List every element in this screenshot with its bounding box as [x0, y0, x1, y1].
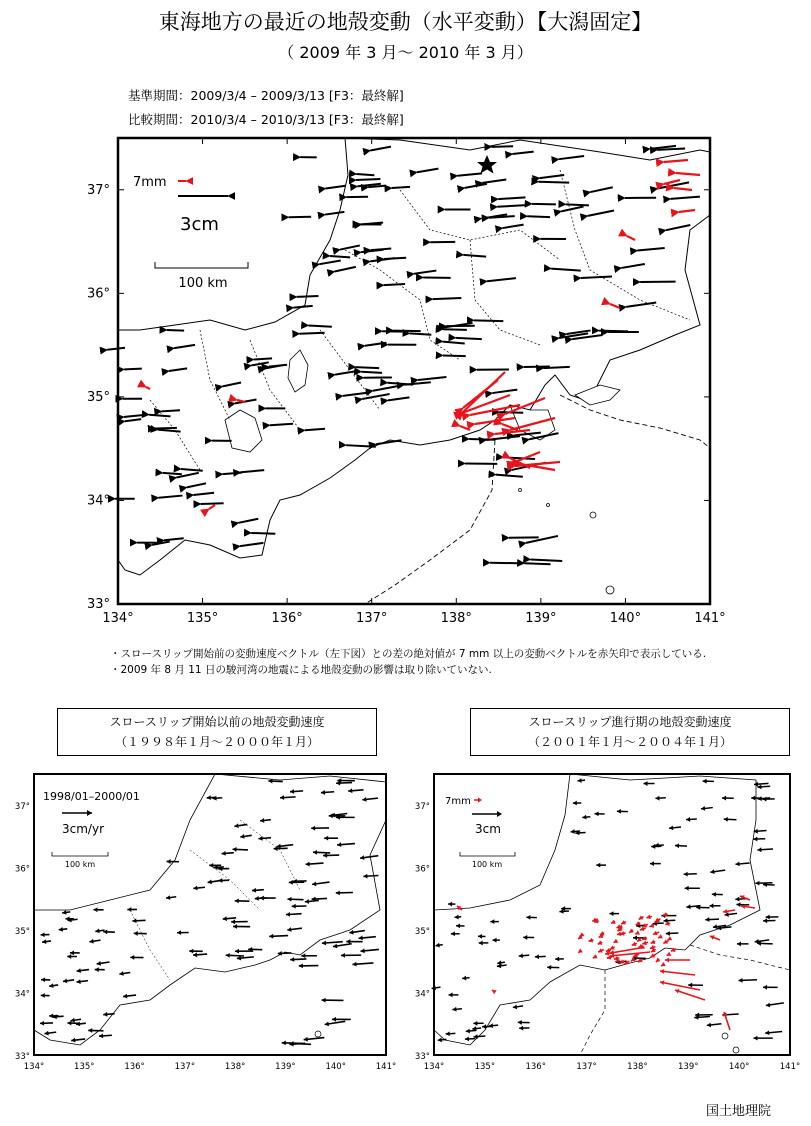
right-legend: [445, 796, 515, 869]
displacement-arrow: [384, 284, 405, 285]
displacement-arrow: [527, 216, 550, 217]
displacement-arrow: [675, 990, 705, 1000]
x-tick-label: 134°: [23, 1062, 45, 1072]
arrowhead: [766, 915, 770, 920]
right-panel-title: スロースリップ進行期の地殻変動速度: [528, 715, 732, 729]
x-tick-label: 138°: [440, 611, 472, 626]
displacement-arrow: [326, 186, 346, 189]
displacement-arrow: [254, 358, 272, 359]
displacement-arrow: [433, 298, 462, 299]
displacement-arrow: [201, 503, 224, 504]
arrowhead: [448, 902, 452, 907]
x-tick-label: 137°: [576, 1062, 597, 1072]
legend-red-label: 7mm: [133, 175, 167, 190]
x-tick-label: 136°: [525, 1062, 546, 1072]
y-tick-label: 35°: [414, 927, 430, 938]
arrowhead: [660, 969, 664, 974]
arrowhead: [667, 952, 672, 956]
displacement-arrow: [124, 369, 142, 370]
right-legend-red-label: 7mm: [445, 796, 471, 807]
arrowhead: [322, 941, 326, 946]
comparison-period: 比較期間：2010/3/4 – 2010/3/13 [F3：最終解]: [128, 112, 404, 127]
displacement-arrow: [223, 473, 242, 474]
left-panel-period: （１９９８年１月～２０００年１月）: [114, 735, 319, 749]
arrowhead: [489, 1023, 493, 1028]
displacement-arrow: [330, 256, 350, 257]
right-legend-red-arrowhead: [478, 798, 482, 803]
legend-black-label: 3cm: [180, 214, 219, 235]
displacement-arrow: [503, 457, 535, 459]
arrowhead: [332, 1017, 336, 1022]
arrowhead: [688, 983, 692, 988]
left-map: [0, 760, 400, 1090]
x-tick-label: 138°: [224, 1062, 246, 1072]
scale-bar: [155, 262, 248, 268]
arrowhead: [765, 1030, 769, 1035]
x-tick-label: 134°: [102, 611, 134, 626]
right-panel-title-box: [470, 708, 790, 756]
y-tick-label: 36°: [86, 286, 110, 302]
arrowhead: [753, 1036, 757, 1041]
arrowhead: [518, 1020, 522, 1025]
arrowhead: [304, 1037, 308, 1042]
displacement-arrow: [155, 428, 177, 429]
arrowhead: [352, 962, 356, 967]
right-panel-period: （２００１年１月～２００４年１月）: [527, 735, 732, 749]
displacement-arrow: [251, 533, 275, 534]
arrowhead: [290, 957, 294, 962]
x-tick-label: 139°: [678, 1062, 699, 1072]
x-tick-label: 135°: [74, 1062, 95, 1072]
y-tick-label: 33°: [414, 1052, 430, 1062]
displacement-arrow: [167, 330, 184, 331]
arrowhead: [301, 953, 305, 958]
page-title: 東海地方の最近の地殻変動（水平変動）【大潟固定】: [158, 10, 653, 34]
displacement-arrow: [443, 329, 467, 330]
x-tick-label: 140°: [325, 1062, 346, 1072]
reference-period: 基準期間：2009/3/4 – 2009/3/13 [F3：最終解]: [128, 88, 404, 103]
left-legend: [43, 790, 140, 869]
main-legend: [133, 175, 248, 291]
x-tick-label: 140°: [728, 1062, 750, 1072]
right-map: [400, 760, 811, 1090]
left-legend-period: 1998/01–2000/01: [43, 790, 140, 803]
displacement-arrow: [297, 296, 319, 297]
displacement-arrow: [538, 182, 569, 183]
displacement-arrow: [410, 333, 432, 334]
x-tick-label: 140°: [609, 611, 642, 626]
displacement-arrow: [393, 331, 420, 332]
arrowhead: [665, 958, 669, 963]
y-tick-label: 36°: [414, 864, 430, 875]
x-tick-label: 141°: [779, 1062, 801, 1072]
arrowhead: [737, 942, 741, 947]
scale-bar-label: 100 km: [178, 276, 228, 291]
arrowhead: [359, 936, 363, 941]
main-landmass: [118, 138, 710, 604]
y-tick-label: 37°: [86, 182, 110, 198]
left-scale-label: 100 km: [64, 860, 96, 869]
left-scale-bar: [52, 852, 108, 856]
right-legend-black-arrowhead: [497, 811, 502, 817]
displacement-arrow: [660, 971, 695, 975]
note-1: ・スロースリップ開始前の変動速度ベクトル（左下図）との差の絶対値が 7 mm 以上の変動ベクトルを赤矢印で表示している.: [110, 648, 707, 660]
displacement-arrow: [492, 146, 514, 147]
displacement-arrow: [599, 331, 628, 332]
arrowhead: [99, 1033, 103, 1038]
y-tick-label: 36°: [14, 864, 30, 875]
displacement-arrow: [657, 148, 685, 149]
x-tick-label: 135°: [186, 611, 219, 626]
displacement-arrow: [524, 366, 550, 367]
left-legend-arrowhead: [87, 810, 92, 816]
displacement-arrow: [356, 174, 374, 175]
displacement-arrow: [356, 179, 380, 180]
note-2: ・2009 年 8 月 11 日の駿河湾の地震による地殻変動の影響は取り除いていない.: [110, 664, 492, 676]
displacement-arrow: [474, 320, 503, 321]
y-tick-label: 33°: [86, 597, 110, 612]
displacement-arrow: [161, 410, 180, 411]
displacement-arrow: [566, 204, 589, 205]
displacement-arrow: [163, 473, 182, 474]
x-tick-label: 136°: [271, 611, 303, 626]
y-tick-label: 34°: [86, 493, 110, 509]
displacement-arrow: [355, 367, 379, 368]
arrowhead: [755, 881, 759, 886]
arrowhead: [763, 918, 767, 923]
displacement-arrow: [660, 982, 700, 990]
x-tick-label: 141°: [375, 1062, 397, 1072]
y-tick-label: 34°: [14, 989, 30, 1000]
displacement-arrow: [308, 325, 331, 326]
right-scale-bar: [460, 852, 515, 856]
arrowhead: [167, 859, 171, 864]
arrowhead: [707, 1023, 711, 1028]
displacement-arrow: [496, 475, 523, 477]
displacement-arrow: [515, 452, 540, 462]
arrowhead: [438, 1037, 442, 1042]
left-panel-title: スロースリップ開始以前の地殻変動速度: [109, 715, 325, 729]
arrowhead: [322, 998, 326, 1003]
x-tick-label: 138°: [627, 1062, 648, 1072]
x-tick-label: 139°: [525, 611, 557, 626]
y-tick-label: 37°: [14, 802, 30, 813]
arrowhead: [661, 962, 666, 966]
arrowhead: [757, 847, 761, 852]
arrowhead: [758, 796, 762, 801]
arrowhead: [282, 1041, 286, 1046]
displacement-arrow: [456, 338, 482, 339]
displacement-arrow: [300, 333, 325, 334]
right-scale-label: 100 km: [471, 860, 503, 869]
displacement-arrow: [543, 367, 569, 368]
y-tick-label: 34°: [414, 989, 430, 1000]
credit: 国土地理院: [705, 1104, 771, 1119]
displacement-arrow: [443, 355, 466, 356]
y-tick-label: 35°: [86, 389, 110, 405]
y-tick-label: 33°: [14, 1052, 30, 1062]
x-tick-label: 137°: [356, 611, 388, 626]
x-tick-label: 137°: [174, 1062, 196, 1072]
arrowhead: [360, 948, 364, 953]
arrowhead: [299, 963, 303, 968]
x-tick-label: 139°: [275, 1062, 296, 1072]
right-legend-black-label: 3cm: [475, 822, 501, 836]
arrowhead: [519, 1026, 523, 1031]
x-tick-label: 141°: [694, 611, 726, 626]
displacement-arrow: [361, 372, 382, 373]
left-legend-label: 3cm/yr: [62, 822, 104, 836]
arrowhead: [346, 939, 350, 944]
x-tick-label: 134°: [423, 1062, 445, 1072]
arrowhead: [341, 953, 345, 958]
arrowhead: [763, 985, 767, 990]
displacement-arrow: [289, 217, 311, 218]
y-tick-label: 37°: [414, 802, 430, 813]
arrowhead: [739, 978, 743, 983]
x-tick-label: 135°: [474, 1062, 496, 1072]
left-panel-title-box: [57, 708, 377, 756]
displacement-arrow: [530, 559, 562, 561]
displacement-arrow: [524, 563, 550, 564]
arrowhead: [753, 837, 757, 842]
period-subtitle: （ 2009 年 3 月～ 2010 年 3 月）: [278, 43, 533, 62]
x-tick-label: 136°: [124, 1062, 145, 1072]
displacement-arrow: [469, 439, 494, 440]
displacement-arrow: [392, 187, 410, 188]
y-tick-label: 35°: [14, 927, 30, 938]
